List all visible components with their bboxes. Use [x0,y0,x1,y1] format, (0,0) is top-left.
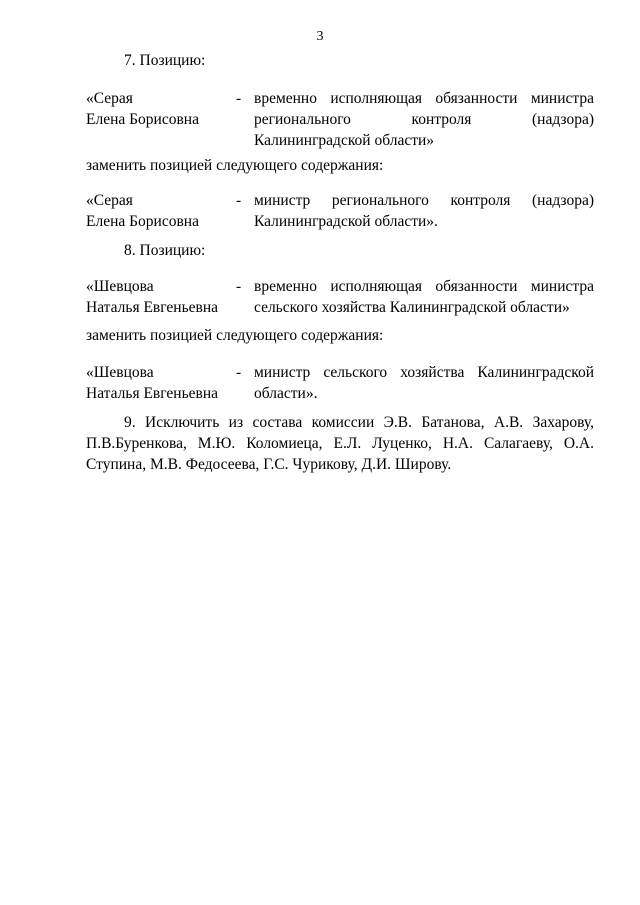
name-line: «Шевцова [86,364,154,381]
page-number: 3 [316,29,324,44]
desc-line: временно исполняющая обязанности министра [254,90,594,107]
name-line: Наталья Евгеньевна [86,385,219,402]
name-line: «Серая [86,90,133,107]
item8-new-name [86,362,236,404]
item9-paragraph: 9. Исключить из состава комиссии Э.В. Батанова, А.В. Захарову, П.В.Буренкова, М.Ю. Коломиеца, Е.Л. Луценко, Н.А. Салагаеву, О.А. Ступина, М.В. Федосеева, Г.С. Чурикову, Д.И. Широву. [86,414,594,473]
dash: - [236,90,242,107]
item8-heading: 8. Позицию: [124,242,206,259]
item8-old-description [254,276,594,318]
desc-line: области». [254,385,318,402]
item7-new-description [254,190,594,232]
item7-old-description [254,88,594,151]
desc-line: регионального контроля (надзора) [254,111,594,128]
desc-line: министр регионального контроля (надзора) [254,192,594,209]
item7-old-name [86,88,236,130]
item7-heading: 7. Позицию: [124,52,206,69]
name-line: «Серая [86,192,133,209]
desc-line: Калининградской области» [254,132,435,149]
desc-line: Калининградской области». [254,213,438,230]
item7-replace-text: заменить позицией следующего содержания: [86,157,384,174]
dash: - [236,192,242,209]
desc-line: сельского хозяйства Калининградской области» [254,299,570,316]
dash: - [236,278,242,295]
name-line: Елена Борисовна [86,213,199,230]
name-line: Елена Борисовна [86,111,199,128]
item8-old-name [86,276,236,318]
name-line: Наталья Евгеньевна [86,299,219,316]
desc-line: министр сельского хозяйства Калининградской [254,364,594,381]
item8-new-description [254,362,594,404]
dash: - [236,364,242,381]
item8-replace-text: заменить позицией следующего содержания: [86,327,384,344]
item7-new-name [86,190,236,232]
name-line: «Шевцова [86,278,154,295]
desc-line: временно исполняющая обязанности министра [254,278,594,295]
